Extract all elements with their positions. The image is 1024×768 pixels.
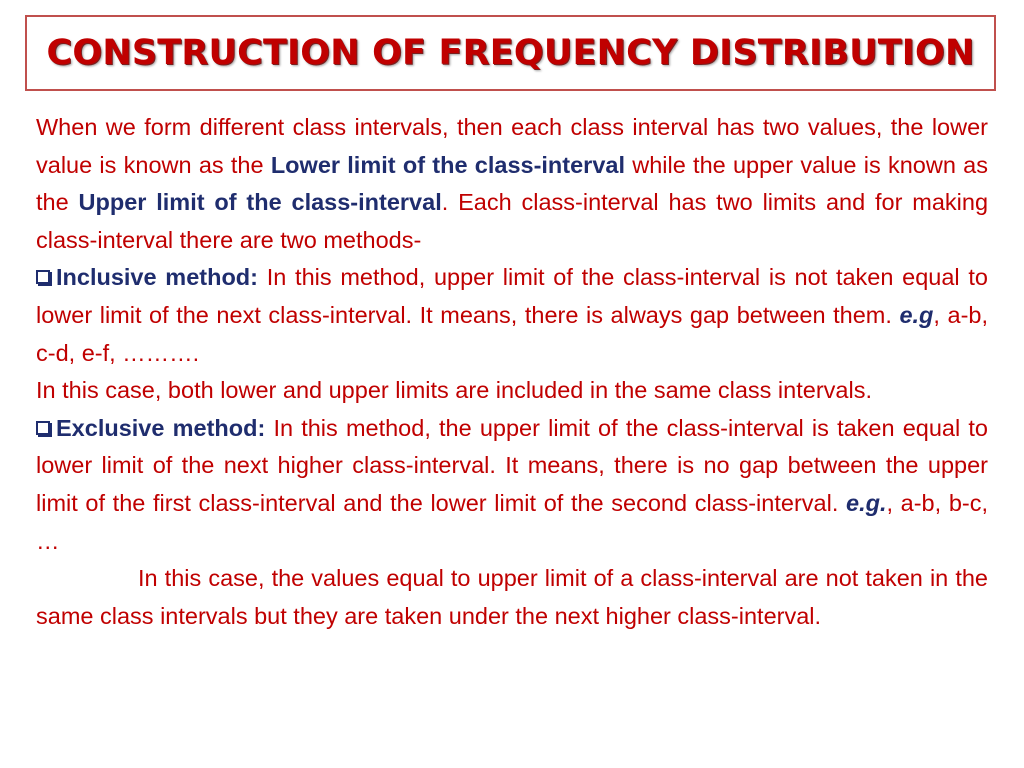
exclusive-eg-label: e.g. xyxy=(846,489,887,516)
inclusive-method-heading: Inclusive method: xyxy=(56,264,258,291)
page-title: CONSTRUCTION OF FREQUENCY DISTRIBUTION xyxy=(46,33,975,73)
checkbox-square-icon xyxy=(36,421,50,435)
inclusive-note: In this case, both lower and upper limits are included in the same class intervals. xyxy=(36,377,872,404)
exclusive-method-heading: Exclusive method: xyxy=(56,414,266,441)
checkbox-square-icon xyxy=(36,270,50,284)
inclusive-method-item xyxy=(36,259,988,372)
intro-text-1: When we form different class intervals, then each class interval has two values, the lower value is known as the xyxy=(36,114,988,178)
exclusive-note: In this case, the values equal to upper limit of a class-interval are not taken in the same class intervals but they are taken under the next higher class-interval. xyxy=(36,565,988,629)
inclusive-method-text: In this method, upper limit of the class-interval is not taken equal to lower limit of the next class-interval. It means, there is always gap between them. xyxy=(36,264,988,328)
lower-limit-term: Lower limit of the class-interval xyxy=(270,151,625,178)
intro-text-3: . Each class-interval has two limits and for making class-interval there are two methods- xyxy=(36,189,989,253)
intro-paragraph xyxy=(36,109,988,259)
exclusive-method-item xyxy=(36,410,988,560)
content-body xyxy=(36,109,988,635)
intro-text-2: while the upper value is known as the xyxy=(36,151,988,216)
inclusive-eg-label: e.g xyxy=(899,301,934,328)
upper-limit-term: Upper limit of the class-interval xyxy=(78,189,442,216)
inclusive-eg-text: , a-b, c-d, e-f, ………. xyxy=(36,301,988,366)
title-box xyxy=(25,15,996,91)
exclusive-eg-text: , a-b, b-c, … xyxy=(36,489,988,554)
exclusive-method-text: In this method, the upper limit of the class-interval is taken equal to lower limit of the next higher class-interval. It means, there is no gap between the upper limit of the first class-interval and the lower limit of the second class-interval. xyxy=(36,414,988,516)
